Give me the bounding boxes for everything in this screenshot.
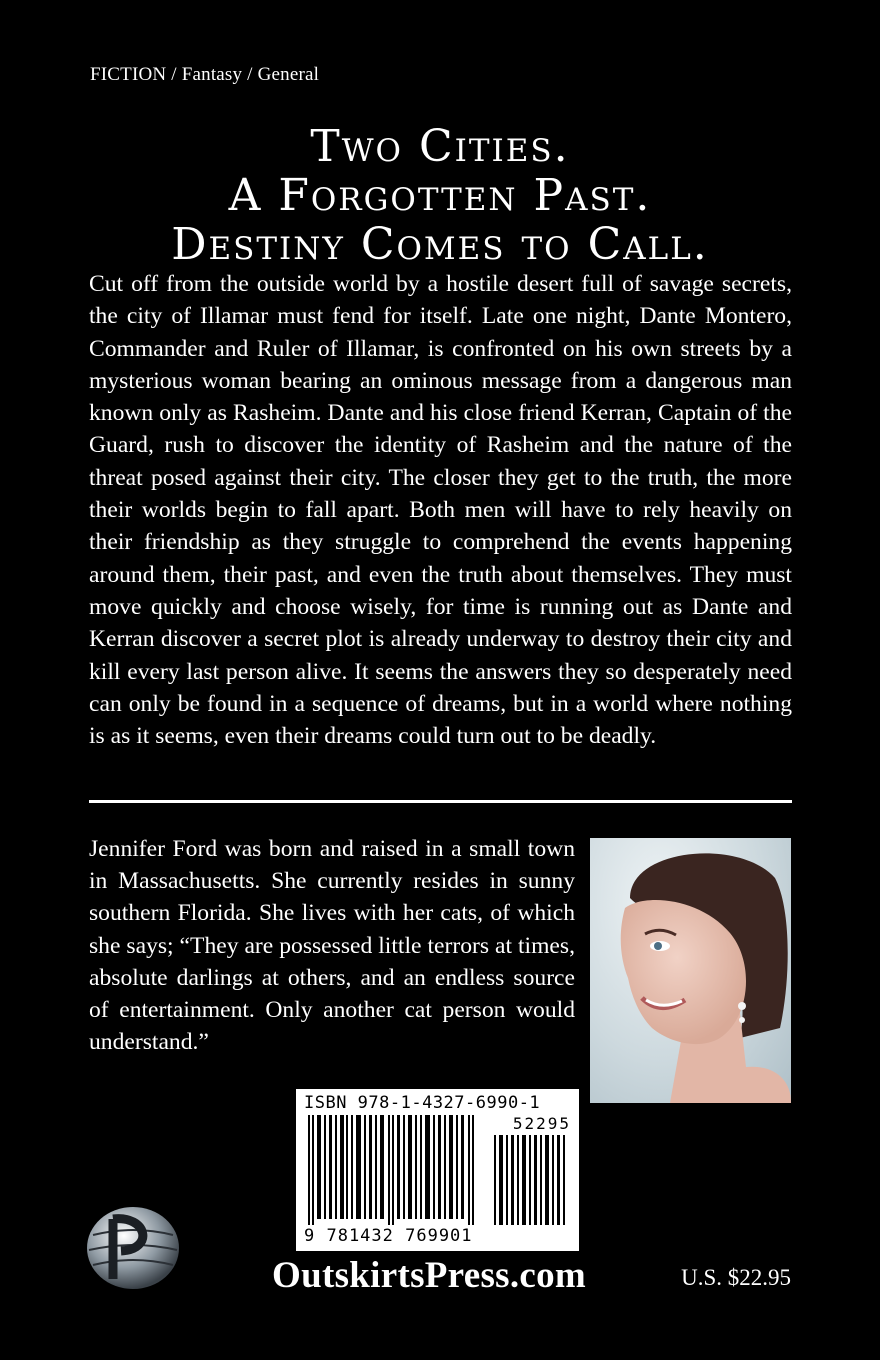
price-label: U.S. $22.95 [681, 1265, 791, 1290]
category-label: FICTION / Fantasy / General [90, 64, 320, 85]
headline-line-3: Destiny Comes to Call. [171, 219, 709, 270]
barcode [296, 1089, 579, 1251]
outskirts-press-logo-icon [85, 1205, 181, 1291]
barcode-supplement-bars [492, 1135, 572, 1225]
headline-line-1: Two Cities. [310, 121, 570, 172]
author-photo [590, 838, 791, 1103]
isbn-label: ISBN 978-1-4327-6990-1 [304, 1093, 541, 1113]
headline [0, 122, 880, 269]
author-bio: Jennifer Ford was born and raised in a small town in Massachusetts. She currently resides in sunny southern Florida. She lives with her cats, of which she says; “They are possessed little terrors at times, absolute darlings at others, and an endless source of entertainment. Only another cat person would understand.” [89, 836, 575, 1056]
divider [89, 800, 792, 803]
author-photo-illustration [590, 838, 791, 1103]
publisher-website[interactable]: OutskirtsPress.com [272, 1255, 587, 1296]
price-code: 52295 [512, 1114, 571, 1133]
headline-line-2: A Forgotten Past. [228, 170, 652, 221]
barcode-digits: 9 781432 769901 [304, 1226, 473, 1246]
barcode-bars [304, 1115, 484, 1225]
synopsis-text: Cut off from the outside world by a hostile desert full of savage secrets, the city of Illamar must fend for itself. Late one night, Dante Montero, Commander and Ruler of Illamar, is confronted on his own streets by a mysterious woman bearing an ominous message from a dangerous man known only as Rasheim. Dante and his close friend Kerran, Captain of the Guard, rush to discover the identity of Rasheim and the nature of the threat posed against their city. The closer they get to the truth, the more their worlds begin to fall apart. Both men will have to rely heavily on their friendship as they struggle to comprehend the events happening around them, their past, and even the truth about themselves. They must move quickly and choose wisely, for time is running out as Dante and Kerran discover a secret plot is already underway to destroy their city and kill every last person alive. It seems the answers they so desperately need can only be found in a sequence of dreams, but in a world where nothing is as it seems, even their dreams could turn out to be deadly. [89, 271, 792, 750]
